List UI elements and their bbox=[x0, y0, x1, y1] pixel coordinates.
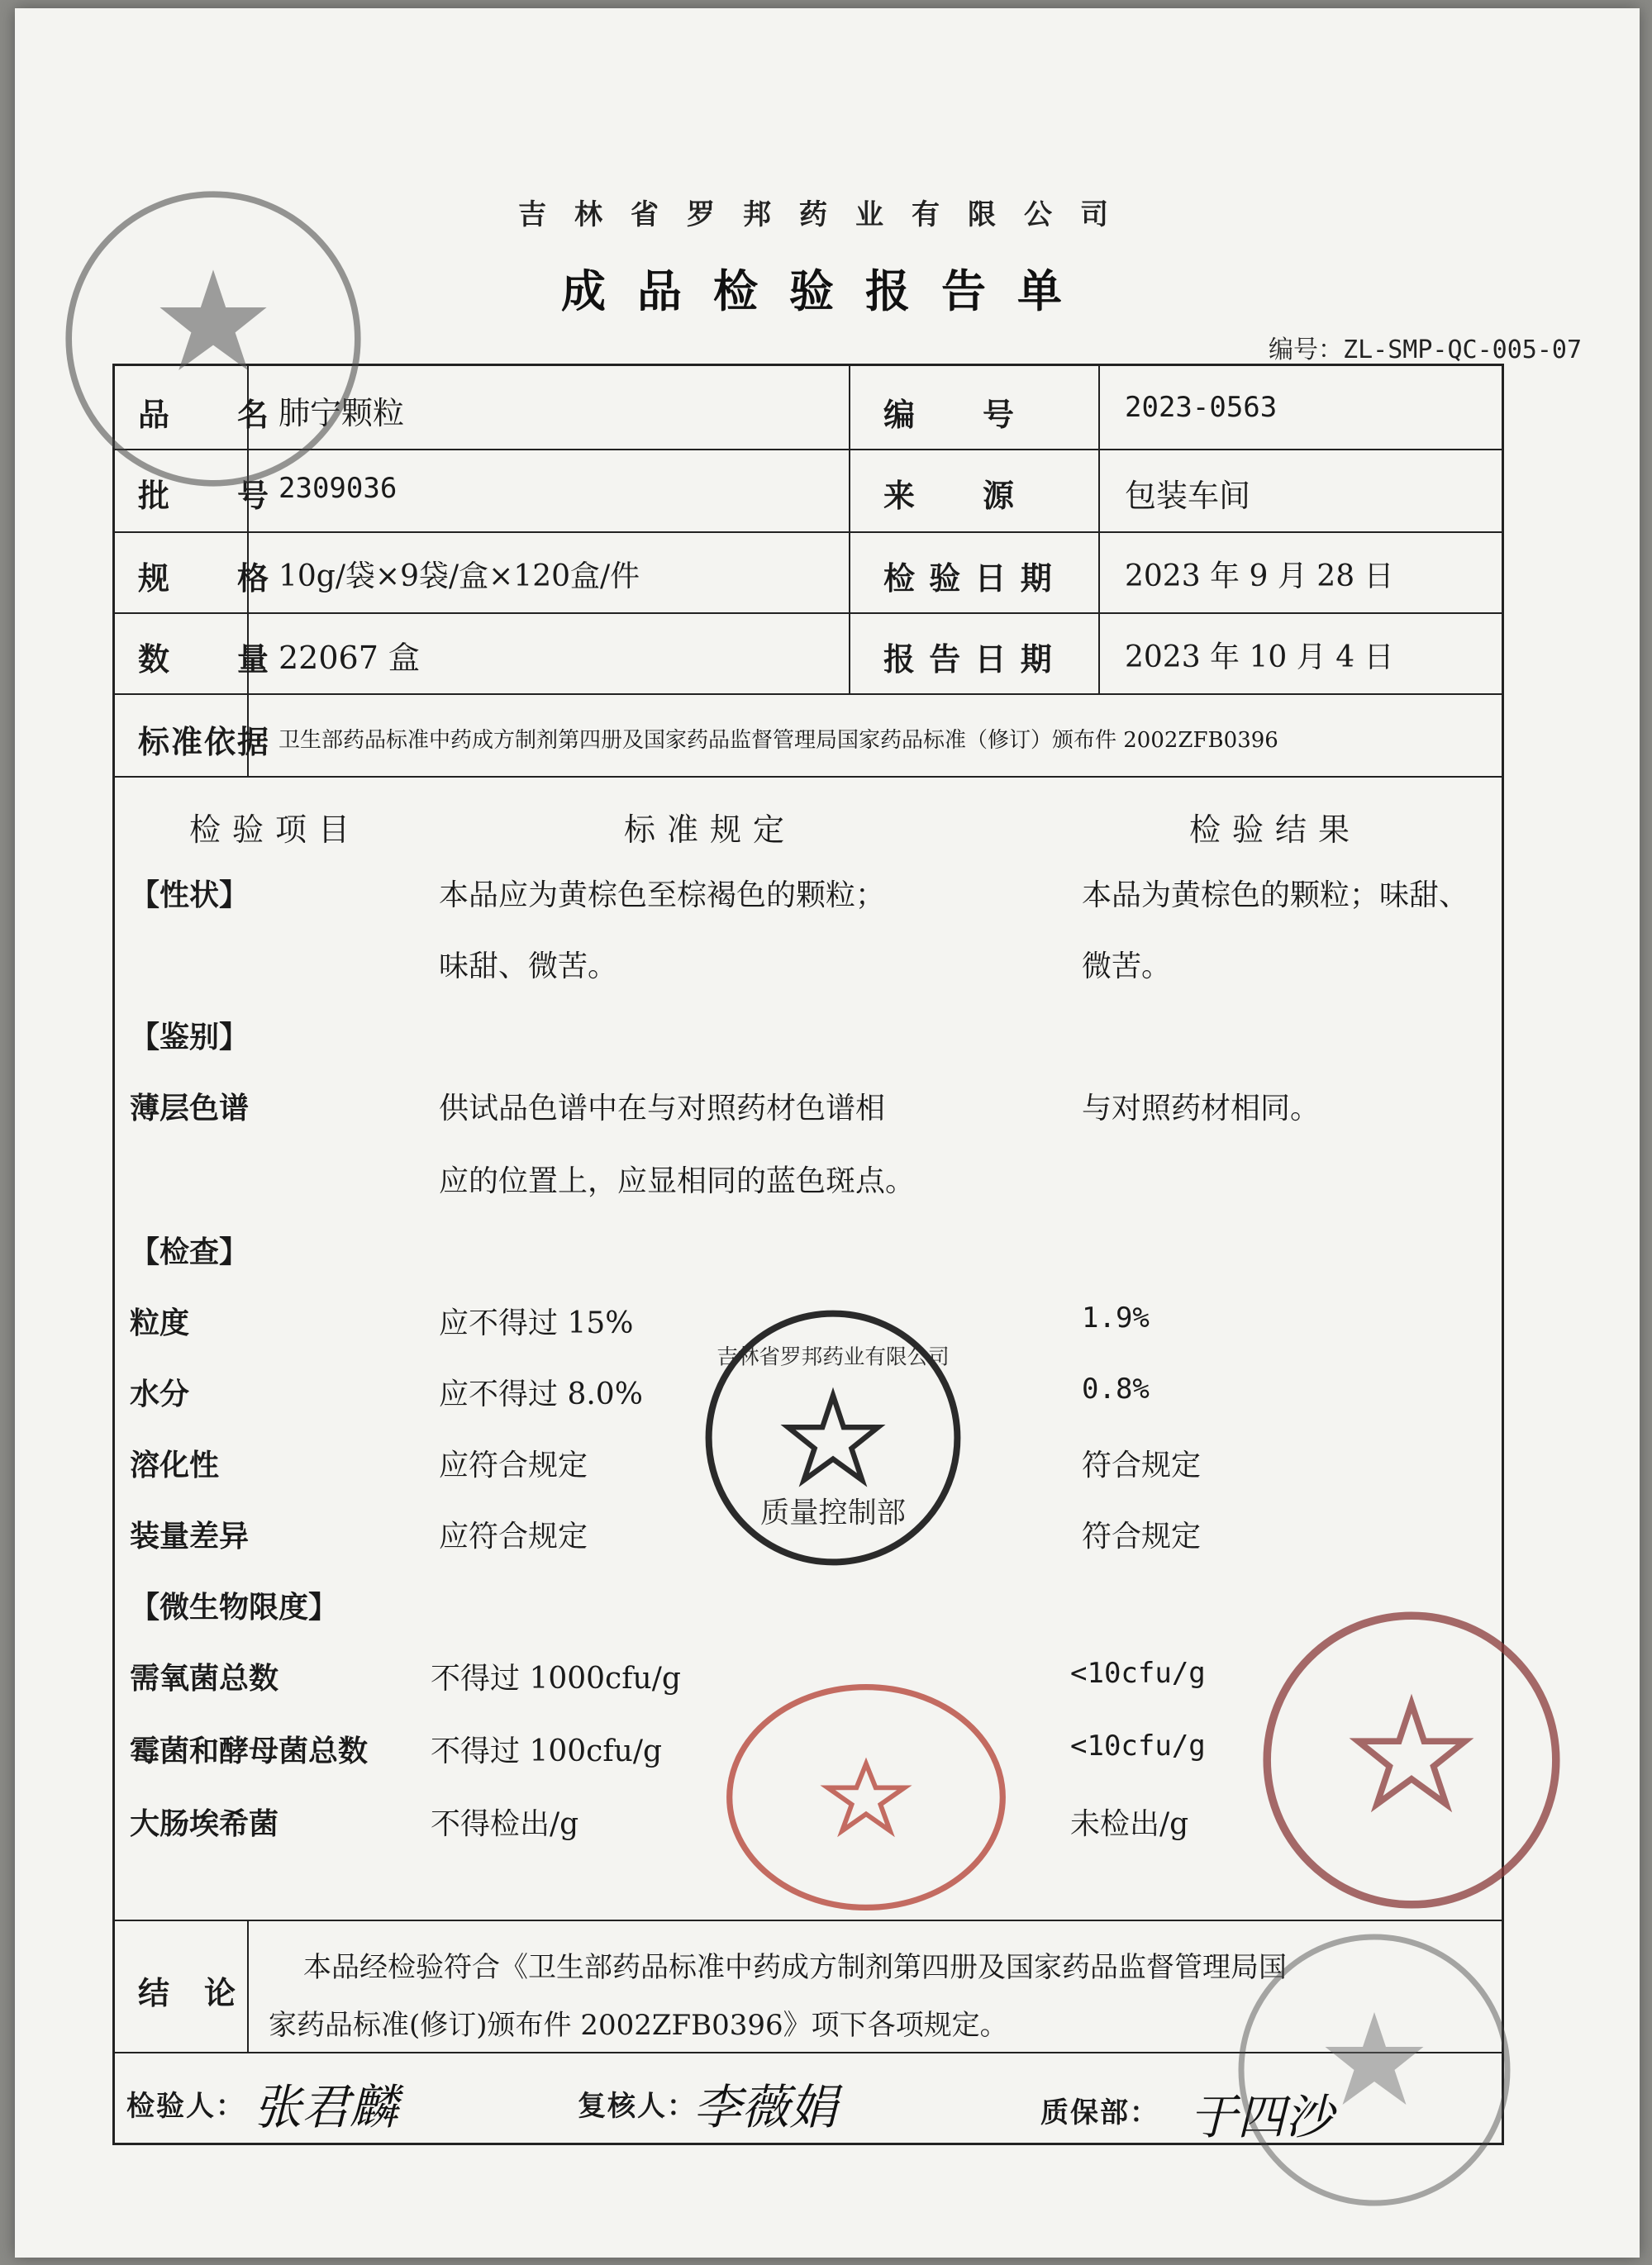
reviewer-label: 复核人： bbox=[578, 2090, 697, 2123]
quantity-label: 数 量 bbox=[138, 640, 271, 678]
micro-row-item: 霉菌和酵母菌总数 bbox=[130, 1734, 369, 1768]
checks-section: 【检查】 bbox=[130, 1235, 250, 1269]
name-label: 品 名 bbox=[138, 396, 271, 433]
check-row-standard: 应符合规定 bbox=[439, 1449, 588, 1482]
appearance-standard-1: 本品应为黄棕色至棕褐色的颗粒； bbox=[439, 878, 886, 912]
check-row-item: 粒度 bbox=[130, 1306, 190, 1340]
micro-row-result: <10cfu/g bbox=[1070, 1730, 1206, 1763]
micro-row-result: 未检出/g bbox=[1070, 1807, 1189, 1841]
check-row-result: 符合规定 bbox=[1082, 1449, 1202, 1482]
report-date-label: 报 告 日 期 bbox=[883, 640, 1054, 678]
micro-row-standard: 不得过 1000cfu/g bbox=[431, 1662, 681, 1696]
appearance-standard-2: 味甜、微苦。 bbox=[439, 949, 618, 983]
conclusion-line-2: 家药品标准(修订)颁布件 2002ZFB0396》项下各项规定。 bbox=[269, 2009, 1008, 2042]
qa-label: 质保部： bbox=[1040, 2096, 1159, 2129]
micro-row-result: <10cfu/g bbox=[1070, 1657, 1206, 1690]
appearance-result-2: 微苦。 bbox=[1082, 949, 1172, 983]
report-date-value: 2023 年 10 月 4 日 bbox=[1125, 640, 1394, 674]
micro-row-item: 需氧菌总数 bbox=[130, 1661, 279, 1696]
document-number: 编号：ZL-SMP-QC-005-07 bbox=[1269, 335, 1582, 364]
spec-value: 10g/袋×9袋/盒×120盒/件 bbox=[279, 559, 640, 593]
micro-row-standard: 不得检出/g bbox=[431, 1807, 579, 1841]
micro-row-item: 大肠埃希菌 bbox=[130, 1806, 279, 1841]
tlc-standard-1: 供试品色谱中在与对照药材色谱相 bbox=[439, 1092, 886, 1125]
check-row-item: 溶化性 bbox=[130, 1448, 220, 1482]
red-round-stamp bbox=[1254, 1603, 1569, 1917]
code-label: 编 号 bbox=[883, 396, 1016, 433]
check-row-standard: 应符合规定 bbox=[439, 1520, 588, 1554]
spec-label: 规 格 bbox=[138, 559, 271, 597]
standard-value: 卫生部药品标准中药成方制剂第四册及国家药品监督管理局国家药品标准（修订）颁布件 2002ZFB0396 bbox=[279, 728, 1278, 753]
identification-section: 【鉴别】 bbox=[130, 1020, 250, 1054]
check-row-result: 符合规定 bbox=[1082, 1520, 1202, 1554]
check-row-result: 1.9% bbox=[1082, 1301, 1150, 1335]
company-name: 吉林省罗邦药业有限公司 bbox=[518, 198, 1136, 231]
conclusion-label: 结 论 bbox=[138, 1974, 238, 2011]
test-date-label: 检 验 日 期 bbox=[883, 559, 1054, 597]
tlc-standard-2: 应的位置上，应显相同的蓝色斑点。 bbox=[439, 1164, 916, 1198]
qc-department-stamp bbox=[701, 1306, 965, 1570]
batch-value: 2309036 bbox=[279, 472, 398, 505]
test-date-value: 2023 年 9 月 28 日 bbox=[1125, 559, 1394, 593]
report-paper bbox=[15, 8, 1640, 2258]
source-label: 来 源 bbox=[883, 477, 1016, 514]
svg-text:质量控制部: 质量控制部 bbox=[760, 1496, 906, 1530]
tlc-result: 与对照药材相同。 bbox=[1082, 1092, 1321, 1125]
column-item-heading: 检验项目 bbox=[189, 811, 362, 848]
check-row-item: 装量差异 bbox=[130, 1519, 250, 1554]
bottom-right-stamp bbox=[1230, 1925, 1519, 2215]
batch-label: 批 号 bbox=[138, 477, 271, 514]
standard-label: 标准依据 bbox=[138, 723, 271, 760]
svg-text:吉林省罗邦药业有限公司: 吉林省罗邦药业有限公司 bbox=[717, 1344, 950, 1370]
check-row-standard: 应不得过 15% bbox=[439, 1306, 634, 1340]
tlc-item: 薄层色谱 bbox=[130, 1091, 250, 1125]
source-value: 包装车间 bbox=[1125, 478, 1251, 514]
inspector-signature: 张君麟 bbox=[254, 2079, 398, 2135]
code-value: 2023-0563 bbox=[1125, 391, 1278, 424]
inspector-label: 检验人： bbox=[126, 2090, 245, 2123]
qa-signature: 于四沙 bbox=[1189, 2089, 1334, 2145]
column-standard-heading: 标准规定 bbox=[624, 811, 797, 848]
check-row-item: 水分 bbox=[130, 1377, 190, 1411]
top-left-stamp bbox=[56, 182, 370, 496]
appearance-result-1: 本品为黄棕色的颗粒；味甜、 bbox=[1082, 878, 1469, 912]
micro-row-standard: 不得过 100cfu/g bbox=[431, 1734, 663, 1768]
quantity-value: 22067 盒 bbox=[279, 640, 420, 676]
microbial-section: 【微生物限度】 bbox=[130, 1590, 339, 1625]
column-result-heading: 检验结果 bbox=[1189, 811, 1362, 848]
conclusion-line-1: 本品经检验符合《卫生部药品标准中药成方制剂第四册及国家药品监督管理局国 bbox=[303, 1951, 1287, 1984]
report-title: 成品检验报告单 bbox=[561, 264, 1093, 317]
name-value: 肺宁颗粒 bbox=[279, 395, 405, 431]
check-row-standard: 应不得过 8.0% bbox=[439, 1378, 643, 1411]
check-row-result: 0.8% bbox=[1082, 1373, 1150, 1406]
red-oval-stamp bbox=[717, 1677, 1015, 1917]
appearance-section: 【性状】 bbox=[130, 878, 250, 912]
reviewer-signature: 李薇娟 bbox=[693, 2079, 838, 2135]
